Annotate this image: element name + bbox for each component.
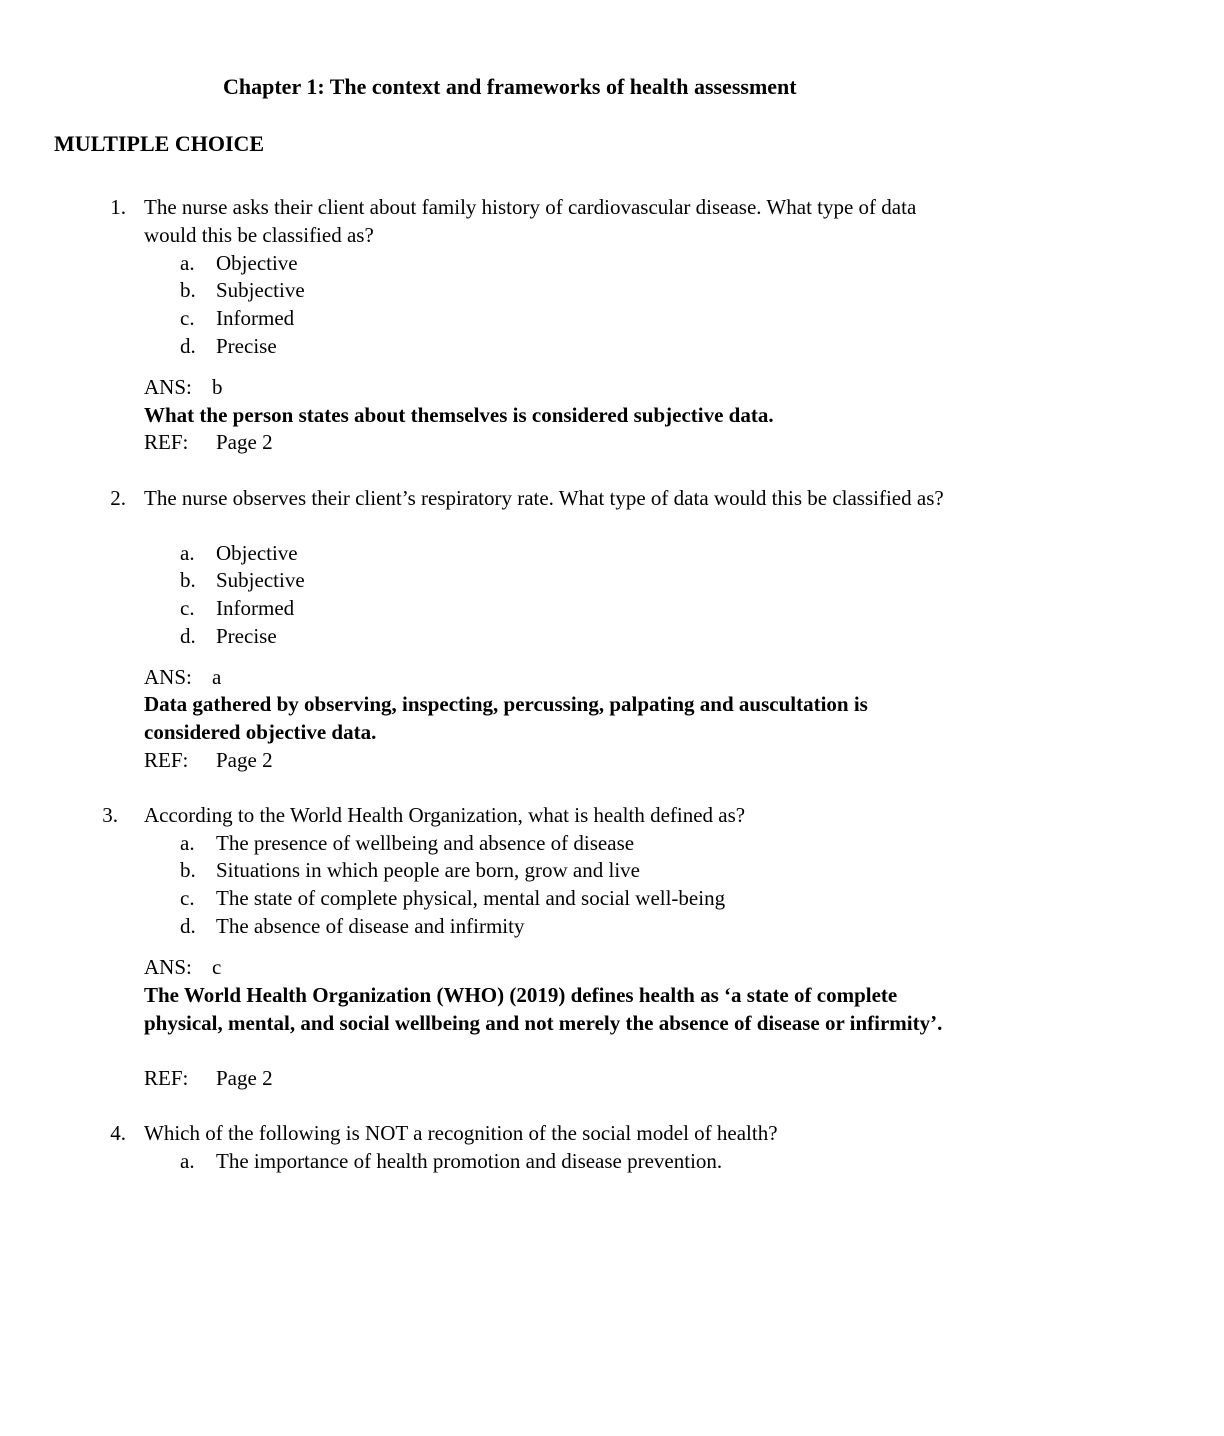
option-letter: c. — [180, 306, 195, 330]
answer-line — [144, 953, 221, 981]
question-text: The nurse asks their client about family history of cardiovascular disease. What type of data would this be classified as? — [144, 195, 917, 247]
option-letter: a. — [180, 1149, 195, 1173]
option-text: Informed — [216, 306, 295, 330]
option-letter: d. — [180, 624, 196, 648]
answer-value: b — [212, 375, 223, 399]
option-text: Subjective — [216, 568, 305, 592]
option-text: Situations in which people are born, grow and live — [216, 858, 640, 882]
reference-value: Page 2 — [216, 1066, 273, 1090]
reference-label: REF: — [144, 1066, 189, 1090]
question-text: The nurse observes their client’s respiratory rate. What type of data would this be classified as? — [144, 486, 944, 510]
option-letter: d. — [180, 914, 196, 938]
answer-line — [144, 373, 223, 401]
question-text: Which of the following is NOT a recognition of the social model of health? — [144, 1121, 778, 1145]
question-number: 2. — [110, 486, 126, 510]
reference-line — [144, 746, 273, 774]
rationale: What the person states about themselves is considered subjective data. — [144, 403, 774, 427]
section-heading: MULTIPLE CHOICE — [54, 131, 265, 156]
option-letter: b. — [180, 858, 196, 882]
option-letter: d. — [180, 334, 196, 358]
question-number: 1. — [110, 195, 126, 219]
option-text: Precise — [216, 334, 277, 358]
option-text: Objective — [216, 541, 298, 565]
option-text: Subjective — [216, 278, 305, 302]
answer-line — [144, 663, 221, 691]
answer-label: ANS: — [144, 955, 192, 979]
option-text: Informed — [216, 596, 295, 620]
option-text: The presence of wellbeing and absence of disease — [216, 831, 635, 855]
option-letter: a. — [180, 831, 195, 855]
option-text: Precise — [216, 624, 277, 648]
answer-label: ANS: — [144, 665, 192, 689]
chapter-title: Chapter 1: The context and frameworks of health assessment — [223, 74, 797, 99]
option-letter: c. — [180, 886, 195, 910]
question-number: 3. — [102, 803, 118, 827]
option-letter: a. — [180, 541, 195, 565]
option-letter: b. — [180, 568, 196, 592]
option-letter: a. — [180, 251, 195, 275]
option-text: The absence of disease and infirmity — [216, 914, 525, 938]
reference-label: REF: — [144, 430, 189, 454]
question-text: According to the World Health Organization, what is health defined as? — [144, 803, 746, 827]
option-letter: c. — [180, 596, 195, 620]
rationale: Data gathered by observing, inspecting, percussing, palpating and auscultation is considered objective data. — [144, 692, 868, 744]
answer-value: a — [212, 665, 222, 689]
reference-label: REF: — [144, 748, 189, 772]
option-text: The importance of health promotion and disease prevention. — [216, 1149, 723, 1173]
rationale: The World Health Organization (WHO) (2019) defines health as ‘a state of complete physical, mental, and social wellbeing and not merely the absence of disease or infirmity’. — [144, 983, 943, 1035]
option-letter: b. — [180, 278, 196, 302]
reference-line — [144, 1064, 273, 1092]
answer-label: ANS: — [144, 375, 192, 399]
reference-value: Page 2 — [216, 748, 273, 772]
option-text: The state of complete physical, mental and social well-being — [216, 886, 726, 910]
question-number: 4. — [110, 1121, 126, 1145]
option-text: Objective — [216, 251, 298, 275]
reference-value: Page 2 — [216, 430, 273, 454]
answer-value: c — [212, 955, 222, 979]
reference-line — [144, 428, 273, 456]
